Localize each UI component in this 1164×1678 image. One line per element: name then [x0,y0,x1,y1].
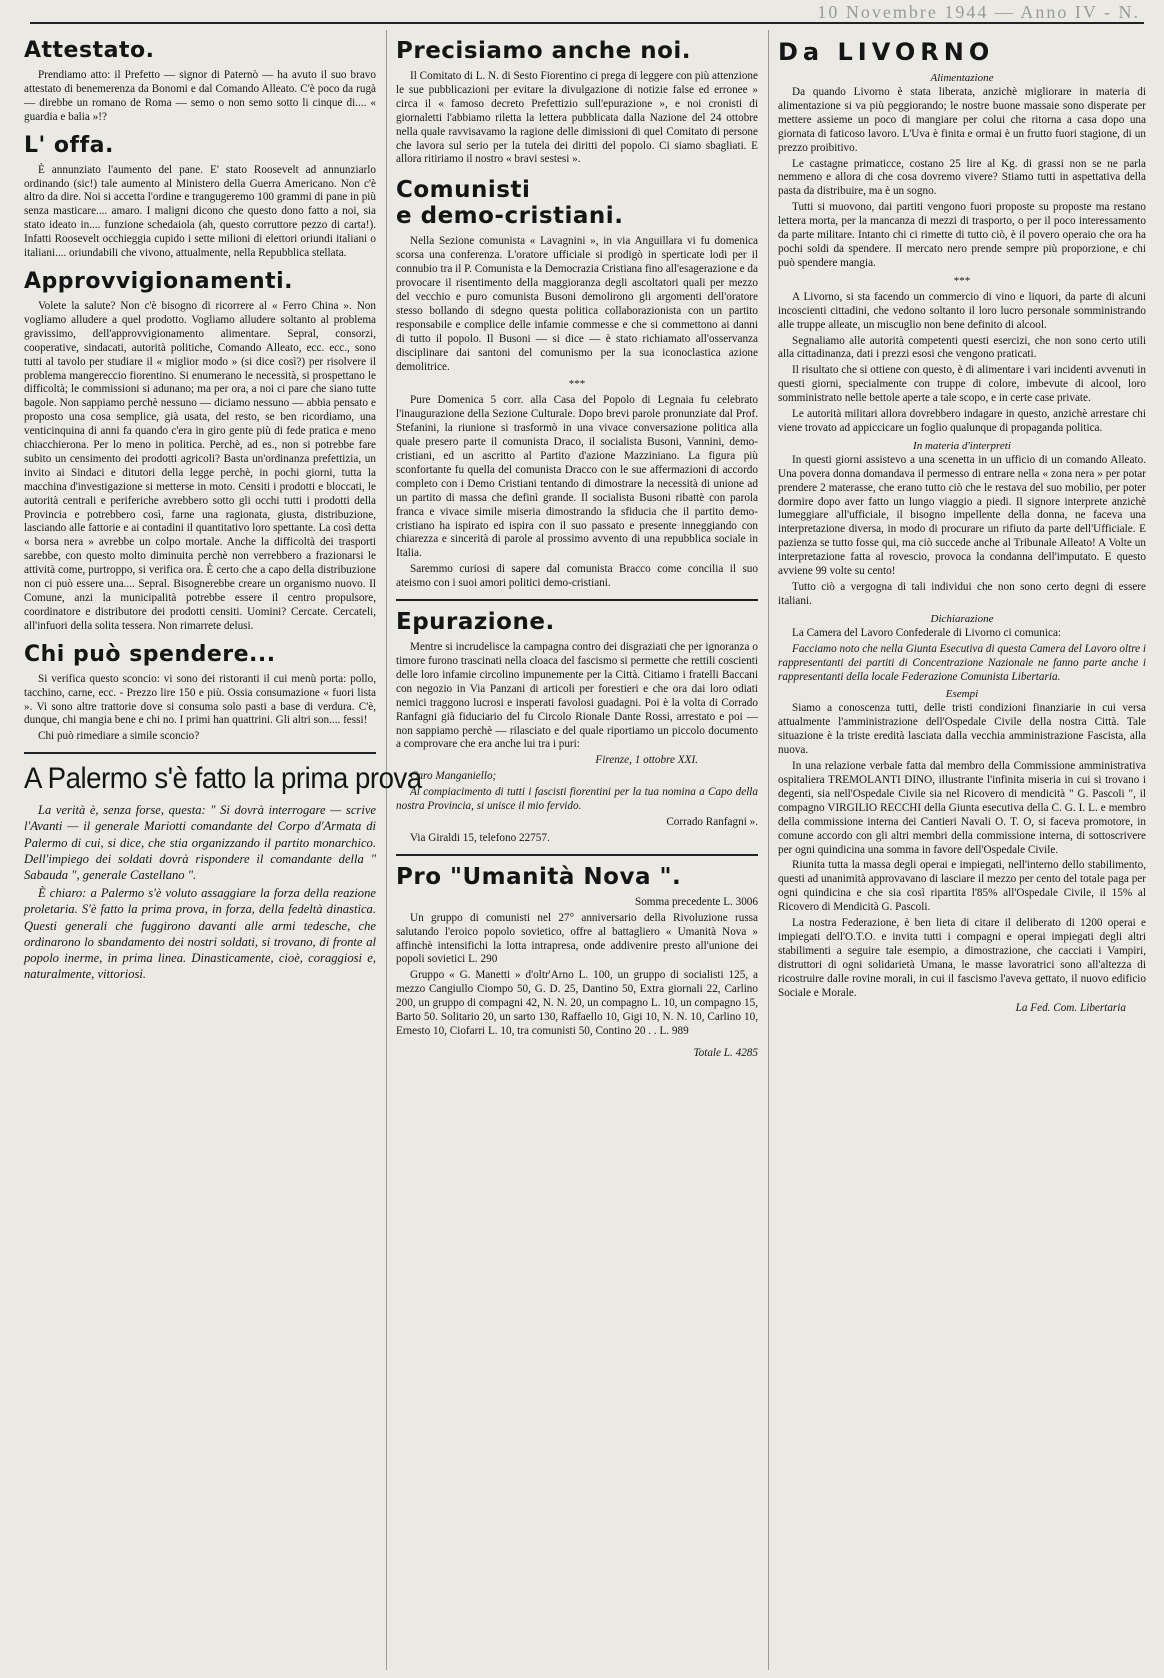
article-da-livorno [778,38,1146,1016]
article-offa [24,133,376,261]
letter-address: Via Giraldi 15, telefono 22757. [410,831,550,844]
article-paragraph: Nella Sezione comunista « Lavagnini », in via Anguillara vi fu domenica scorsa una conferenza. L'oratore ufficiale si prodigò in sperticate lodi per il connubio tra il P. Comunista e la Democrazia Cristiana fino all'esagerazione e da provocare il risentimento della maggioranza degli ascoltatori quali per mezzo del vecchio e puro comunista Busoni demolirono gli argomenti dell'oratore stesso bollando di sdegno questa politica collaborazionista con un partito responsabile e complice delle infamie commesse e che si commettono ai danni di tutto il popolo. Il Busoni — si dice — è stato richiamato all'osservanza disciplinare dai santoni del comunismo per la sua iconoclastica azione demolitrice. [396,235,758,373]
article-paragraph: Un gruppo di comunisti nel 27° anniversario della Rivoluzione russa salutando l'eroico popolo sovietico, offre al battagliero « Umanità Nova » affinchè intensifichi la lotta intrapresa, onde addivenire presto all'unione dei popoli sovietici L. 290 [396,911,758,966]
article-paragraph: A Livorno, si sta facendo un commercio di vino e liquori, da parte di alcuni incoscienti cittadini, che vedono soltanto il loro lucro personale somministrando alle truppe alleate, un miscuglio non bene definito di alcool. [778,290,1146,331]
article-paragraph: Le castagne primaticce, costano 25 lire al Kg. di grassi non se ne parla nemmeno e allora di che cosa dovremo vivere? Stiamo tutti in aspettativa della pasta da distribuire, ma è un sogno. [778,157,1146,198]
article-paragraph: Riunita tutta la massa degli operai e impiegati, nell'interno dello stabilimento, questi ad unanimità approvavano di lasciare il mezzo per cento del totale paga per ogni quindicina e che sia così ripartita l'85% all'Ospedale Civile, il 15% al Ricovero di Mendicità G. Pascoli. [778,859,1146,914]
column-divider [768,30,769,1670]
article-title: Precisiamo anche noi. [396,38,691,64]
header-strip: 10 Novembre 1944 — Anno IV - N. [817,2,1140,22]
article-paragraph: Il Comitato di L. N. di Sesto Fiorentino ci prega di leggere con più attenzione le sue pubblicazioni per evitare la divulgazione di notizie false ed erronee » circa il « famoso decreto Prefettizio sull'epurazione », e noi cronisti di giornaletti l'abbiamo riletta la lettera pubblicata dalla Nazione del 24 ottobre nella quale ravvisavamo la ragione delle dimissioni di quel Comitato di persone che lavora sul serio per la tutela dei diritti del popolo. Ci siamo sbagliati. E allora ritiriamo il nostro « bravi sestesi ». [396,70,758,166]
section-rule [396,854,758,856]
article-chi-puo-spendere [24,642,376,745]
article-paragraph: Da quando Livorno è stata liberata, anzichè migliorare in materia di alimentazione si va più peggiorando; le nostre buone massaie sono disperate per mettere assieme un poco di mangiare per colui che ritorna a casa dopo una giornata di faticoso lavoro. L'Uva è finita e ormai è un frutto fuori stagione, di un prezzo proibitivo. [778,86,1146,154]
column-left [24,30,422,1670]
article-paragraph: Chi può rimediare a simile sconcio? [38,730,200,743]
article-paragraph: La Camera del Lavoro Confederale di Livorno ci comunica: [792,626,1062,639]
article-title: Epurazione. [396,609,555,636]
total-sum: Totale L. 4285 [693,1046,758,1059]
article-paragraph: È annunziato l'aumento del pane. E' stato Roosevelt ad annunziarlo ordinando (sic!) tale aumento al Ministero della Guerra Americano. Non c'è altro da dire. Noi si accetta l'ordine e trangugeremo 100 grammi di pane in più senza masticare.... amaro. I maligni dicono che questo dono fatto a noi, sia stato ideato in.... funzione schedaiola (ah, questo corruttore pezzo di carta!). Infatti Roosevelt occhieggia cupido i sette milioni di elettori oriundi italiani o italiani.... oriundabili che vivono, attualmente, nella Repubblica stellata. [24,163,376,260]
article-paragraph: È chiaro: a Palermo s'è voluto assaggiare la forza della reazione proletaria. S'è fatto la prima prova, in forza, della fedeltà dinastica. Questi generali che fuggirono davanti alle armi tedesche, che ordinarono lo sbandamento dei nostri soldati, si trovano, di fronte al popolo inerme, in prima linea. Dinasticamente, cioè, coraggiosi e, naturalmente, vittoriosi. [24,886,376,982]
section-subheading: Esempi [945,688,979,701]
article-title: A Palermo s'è fatto la prima prova [24,762,422,796]
article-paragraph: Facciamo noto che nella Giunta Esecutiva di questa Camera del Lavoro oltre i rappresentanti dei partiti di Concentrazione Nazionale ne fanno parte anche i rappresentanti della locale Federazione Comunista Libertaria. [778,642,1147,683]
column-divider [386,30,387,1670]
top-rule [30,22,1144,24]
article-title: Da LIVORNO [778,38,995,66]
article-paragraph: Segnaliamo alle autorità competenti questi esercizi, che non sono certo utili alla cittadinanza, dati i prezzi esosi che vengono praticati. [778,334,1146,361]
section-rule [24,752,376,754]
article-title: Attestato. [24,38,155,63]
article-title: Comunisti [396,177,531,204]
article-paragraph: La nostra Federazione, è ben lieta di citare il deliberato di 1200 operai e impiegati dell'O.T.O. e invita tutti i compagni e operai impiegati degli altri stabilimenti a seguire tale esempio, a dimostrazione, che cacciati i Vampiri, distruttori di ogni solidarietà Umana, le masse lavoratrici sono all'altezza di ricostruire dalle rovine morali, in cui il fascismo l'aveva gettato, il nuovo edificio Sociale e Morale. [778,917,1146,999]
article-title: Pro "Umanità Nova ". [396,863,682,890]
article-paragraph: Volete la salute? Non c'è bisogno di ricorrere al « Ferro China ». Non vogliamo alludere a quel prodotto. Vogliamo alludere soltanto al problema gravissimo, dell'approvvigionamento alimentare. Sepral, consorzi, cooperative, sindacati, autorità politiche, Comando Alleato, ecc. ecc., sono tutti al tavolo per studiare il « miglior modo » (si dice così?) per risolvere il problema mangereccio fiorentino. Si enumerano le necessità, si prospettano le difficoltà; le commissioni si adunano; ma per ora, a noi ci pare che siano tutte bagole. Non sappiamo perchè nessuno — diciamo nessuno — abbia pensato e proposto una cosa semplice, già usata, del resto, se ben ricordiamo, una venticinquina di anni fa quando c'era in giro gente più di fede pratica e meno chiacchierona. Per lo meno in politica. Perchè, ad es., non si potrebbe fare subito un censimento dei prodotti agricoli? Basta un'ordinanza prefettizia, un invito ai Sindaci e ditutori della legge perchè, in pochi giorni, tutta la macchina d'investigazione si metterse in moto. Censiti i prodotti e bloccati, le autorità centrali e periferiche avrebbero sotto gli occhi tutti i prodotti della Provincia e potrebbero così, farne una ragionata, giusta, distribuzione, lasciando alle fattorie e ai contadini il quantitativo loro spettante. La così detta « borsa nera » avrebbe un colpo mortale. Anche la difficoltà dei trasporti sarebbe, con questo molto diminuita perchè non verrebbero a frazionarsi le attività come, purtroppo, si verifica ora. È certo che a capo della distribuzione non ci può essere una.... Sepral. Bisognerebbe creare un organismo nuovo. Il Comune, anzi la municipalità potrebbe essere il centro propulsore, coordinatore e distributore dei prodotti censiti. Uomini? Cercate. Cercateli, all'infuori della solita tessera. Non rimarrete delusi. [24,299,376,632]
previous-sum: Somma precedente L. 3006 [634,895,758,908]
letter-date: Firenze, 1 ottobre XXI. [595,754,698,767]
article-paragraph: Tutto ciò a vergogna di tali individui che non sono certo degni di essere italiani. [778,581,1146,607]
column-middle [396,30,758,1670]
article-paragraph: La verità è, senza forse, questa: " Si dovrà interrogare — scrive l'Avanti — il generale Mariotti comandante del Corpo d'Armata di Palermo di cui, si dice, che stia organizzando il partito monarchico. Dell'impiego dei soldati dovrà rispondere il comandante della " Sabauda ", generale Castellano ". [24,803,376,883]
separator-stars: *** [568,378,586,391]
article-title: L' offa. [24,132,114,158]
article-palermo [24,762,422,982]
letter-salutation: Caro Manganiello; [410,770,497,783]
article-umanita-nova [396,864,758,1061]
article-paragraph: Siamo a conoscenza tutti, delle tristi condizioni finanziarie in cui versa attualmente l'amministrazione dell'Ospedale Civile della nostra Città. Tale situazione è la triste eredità lasciata dalla vecchia amministrazione Fascista, alla nuova. [778,702,1146,757]
article-epurazione [396,609,758,846]
article-paragraph: Si verifica questo sconcio: vi sono dei ristoranti il cui menù porta: pollo, tacchino, carne, ecc. - Prezzo lire 150 e più. Ossia consumazione « fuori lista ». Vi sono altre trattorie dove si consuma solo pasti a base di verdura. C'è, dunque, chi mangia bene e chi no. I primi han quattrini. Gli altri son.... fessi! [24,672,376,727]
article-paragraph: Le autorità militari allora dovrebbero indagare in questo, anzichè arrestare chi viene trovato ad appiccicare un foglio qualunque di propaganda politica. [778,408,1146,434]
article-paragraph: Tutti si muovono, dai partiti vengono fuori proposte su proposte ma restano lettera morta, per la mancanza di mezzi di trasporto, o per il poco interessamento da parte militare. Intanto chi ci rimette di tutto ciò, è il povero operaio che ora ha pochi soldi da spendere. Il mercato nero prende sempre più proporzione, e chi può spendere mangia. [778,201,1146,269]
article-subtitle: e demo-cristiani. [396,203,624,230]
article-comunisti [396,177,758,591]
section-subheading: Dichiarazione [930,612,994,625]
letter-signature: Corrado Ranfagni ». [666,815,758,828]
article-paragraph: Mentre si incrudelisce la campagna contro dei disgraziati che per ignoranza o timore furono trascinati nella cloaca del fascismo si permette che rettili coscienti delle loro infamie circolino impunemente per la Città. Citiamo i fratelli Baccani con negozio in Via Panzani di articoli per forestieri e che ora dai loro odiati nemici traggono lucrosi e insperati favolosi guadagni. Poi è la volta di Corrado Ranfagni già fiduciario del fu Circolo Rionale Dante Rossi, arrestato e poi — non sappiamo perchè — rilasciato e del quale riportiamo un piccolo documento a comprovare che era anche lui tra i puri: [396,641,758,751]
article-paragraph: Saremmo curiosi di sapere dal comunista Bracco come concilia il suo ateismo con i suoi amori politici demo-cristiani. [396,563,758,590]
section-subheading: Alimentazione [930,72,994,84]
article-paragraph: In questi giorni assistevo a una scenetta in un ufficio di un comando Alleato. Una povera donna domandava il permesso di entrare nella « zona nera » per potar prendere 2 materasse, che erano tutto ciò che le restava del suo mobilio, per poter dormire dopo aver fatto un lungo viaggio a piedi. Il signore interprete anzichè lumeggiare all'ufficiale, il bisogno impellente della donna, ne faceva una interpretazione diversa, in modo di procurare un rifiuto da parte dell'Ufficiale. E pazienza se tutto fosse qui, ma ciò succede anche al Tribunale Alleato! A Volte un interpretazione fatta al rovescio, provoca la condanna dell'imputato. E questo avviene 99 volte su cento! [778,453,1146,578]
article-title: Approvvigionamenti. [24,268,294,294]
article-paragraph: Pure Domenica 5 corr. alla Casa del Popolo di Legnaia fu celebrato l'inaugurazione della Sezione Culturale. Dopo brevi parole pronunziate dal Prof. Stefanini, la riunione si trasformò in una vivace conversazione politica alla quale presero parte il comunista Draco, il socialista Busoni, Vannini, demo-cristiani, ed un ascritto al Partito d'azione Mazziniano. La figura più sconfortante fu quella del comunista Dracco con le sue affermazioni di accordo completo con i Demo Cristiani tentando di dimostrare la necessità di unione ad un partito di massa che definì grande. Il socialista Busoni ribattè con parola franca e vivace simile miseria dimostrando la sfiducia che il partito demo-cristiano ha ispirato ed ispira con il suo passato e presente inneggiando con chiarezza e sincerità di parole al prossimo avvento di una repubblica sociale in Italia. [396,394,758,560]
column-right [778,30,1146,1670]
article-paragraph: In una relazione verbale fatta dal membro della Commissione amministrativa ospitaliera TREMOLANTI DINO, illustrante l'infinita miseria in cui si trovano i degenti, sia nell'Ospedale Civile sia nel Ricovero di mendicità " G. Pascoli ", il compagno VIRGILIO RECCHI della Giunta esecutiva della C. G. I. L. e membro della commissione interna dei Cantieri Navali O. T. O, si faceva promotore, in comune accordo con gli altri membri della commissione interna, di sottoscrivere per ogni quindicina una somma in favore dell'Ospedale Civile. [778,760,1146,856]
separator-stars: *** [953,274,971,287]
article-title: Chi può spendere... [24,641,276,667]
article-paragraph: Gruppo « G. Manetti » d'oltr'Arno L. 100, un gruppo di socialisti 125, a mezzo Cangiullo Ciompo 50, G. D. 25, Dantino 50, Extra giornali 22, Carlino 200, un gruppo di compagni 42, N. N. 20, un compagno L. 10, un compagno 15, Barto 50. Solitario 20, un sarto 130, Raffaello 10, Gigi 10, N. N. 10, Carlino 10, Ernesto 10, Ciofarri L. 10, tra comunisti 50, Contino 20 . . L. 989 [396,969,758,1037]
letter-body: Al compiacimento di tutti i fascisti fiorentini per la tua nomina a Capo della nostra Provincia, si unisce il mio fervido. [396,786,758,813]
article-attestato [24,38,376,125]
article-paragraph: Il risultato che si ottiene con questo, è di alimentare i vari incidenti avvenuti in questi giorni, specialmente con truppe di colore, imbevute di alcool, loro somministrato nelle bettole aperte a tale scopo, e in certe case private. [778,364,1146,405]
section-rule [396,599,758,601]
article-signature: La Fed. Com. Libertaria [1015,1002,1126,1015]
section-subheading: In materia d'interpreti [913,439,1011,452]
article-approvvigionamenti [24,269,376,634]
article-paragraph: Prendiamo atto: il Prefetto — signor di Paternò — ha avuto il suo bravo attestato di benemerenza da Bonomi e dal Comando Alleato. C'è poco da rugà — direbbe un romano de Roma — semo o non semo sotto li cinque di.... « guardia e balia »!? [24,69,376,123]
article-precisiamo [396,38,758,167]
